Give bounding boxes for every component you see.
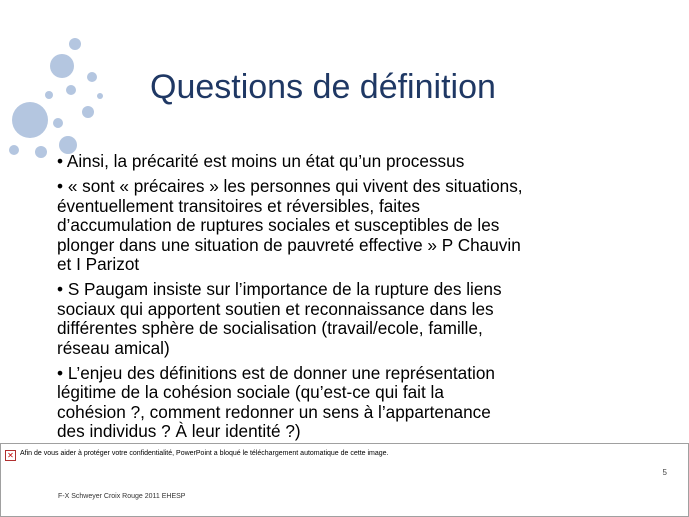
- blocked-image-icon: ✕: [5, 450, 16, 461]
- page-number: 5: [662, 468, 667, 477]
- bullet-line: plonger dans une situation de pauvreté effective » P Chauvin: [57, 234, 521, 255]
- bullet-marker: •: [57, 363, 64, 384]
- bullet-line: d’accumulation de ruptures sociales et susceptibles de les: [57, 215, 500, 236]
- bubble: [12, 102, 48, 138]
- bullet-item: [57, 177, 642, 274]
- bullet-line: sociaux qui apportent soutien et reconnaissance dans les: [57, 298, 494, 319]
- bullet-item: [57, 364, 642, 442]
- bullet-line: L’enjeu des définitions est de donner une représentation: [67, 363, 495, 384]
- bubble: [82, 106, 94, 118]
- bullet-marker: •: [57, 279, 64, 300]
- bullet-line: « sont « précaires » les personnes qui vivent des situations,: [67, 176, 523, 197]
- slide-title: Questions de définition: [150, 68, 496, 106]
- bubble: [66, 85, 76, 95]
- bullet-item: [57, 280, 642, 358]
- blocked-image-placeholder: [0, 443, 689, 517]
- bullet-line: et I Parizot: [57, 254, 140, 275]
- bubble: [53, 118, 63, 128]
- bubble: [87, 72, 97, 82]
- bullet-line: différentes sphère de socialisation (travail/ecole, famille,: [57, 318, 483, 339]
- slide-footer: F-X Schweyer Croix Rouge 2011 EHESP: [58, 493, 186, 500]
- bullet-line: légitime de la cohésion sociale (qu’est-ce qui fait la: [57, 382, 444, 403]
- bubble: [97, 93, 103, 99]
- bullet-item: [57, 152, 642, 171]
- bubble: [45, 91, 53, 99]
- bubble: [9, 145, 19, 155]
- bullet-line: cohésion ?, comment redonner un sens à l’appartenance: [57, 401, 491, 422]
- blocked-image-notice: Afin de vous aider à protéger votre confidentialité, PowerPoint a bloqué le téléchargement automatique de cette image.: [20, 450, 389, 457]
- bullet-line: Ainsi, la précarité est moins un état qu’un processus: [66, 151, 465, 171]
- bullet-marker: •: [57, 151, 64, 171]
- bullet-marker: •: [57, 176, 64, 197]
- bullet-line: S Paugam insiste sur l’importance de la rupture des liens: [67, 279, 502, 300]
- bullet-line: réseau amical): [57, 337, 170, 358]
- bullet-line: éventuellement transitoires et réversibles, faites: [57, 195, 421, 216]
- bubble: [35, 146, 47, 158]
- slide-body: [57, 152, 642, 448]
- bubble: [50, 54, 74, 78]
- bubble: [69, 38, 81, 50]
- bullet-line: des individus ? À leur identité ?): [57, 421, 301, 442]
